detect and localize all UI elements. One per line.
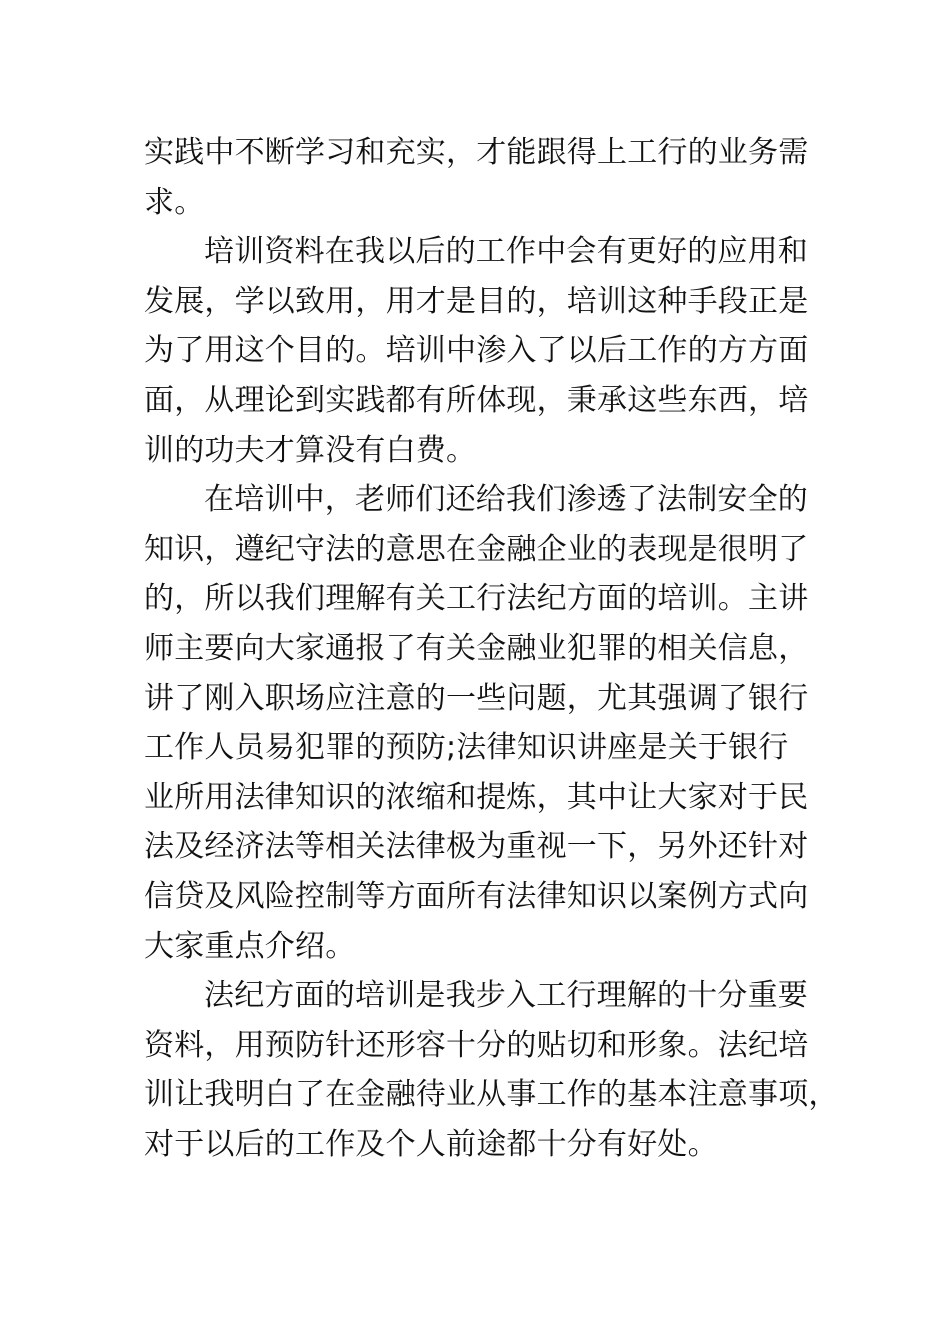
text-line: 信贷及风险控制等方面所有法律知识以案例方式向	[144, 878, 809, 914]
text-line: 知识，遵纪守法的意思在金融企业的表现是很明了	[144, 531, 809, 567]
body-text	[144, 128, 839, 1169]
text-line: 发展，学以致用，用才是目的，培训这种手段正是	[144, 283, 809, 319]
text-line: 训让我明白了在金融待业从事工作的基本注意事项，	[144, 1077, 839, 1113]
text-line: 讲了刚入职场应注意的一些问题，尤其强调了银行	[144, 680, 809, 716]
text-line: 实践中不断学习和充实，才能跟得上工行的业务需	[144, 135, 809, 170]
paragraph-start-line: 法纪方面的培训是我步入工行理解的十分重要	[204, 978, 808, 1014]
text-line: 训的功夫才算没有白费。	[144, 432, 477, 468]
paragraph-start-line: 培训资料在我以后的工作中会有更好的应用和	[204, 234, 808, 270]
text-line: 对于以后的工作及个人前途都十分有好处。	[144, 1126, 718, 1162]
text-line: 资料，用预防针还形容十分的贴切和形象。法纪培	[144, 1027, 809, 1063]
text-line: 的，所以我们理解有关工行法纪方面的培训。主讲	[144, 581, 809, 617]
text-line: 为了用这个目的。培训中渗入了以后工作的方方面	[144, 333, 809, 369]
text-line: 业所用法律知识的浓缩和提炼，其中让大家对于民	[144, 779, 809, 815]
text-line: 面，从理论到实践都有所体现，秉承这些东西，培	[144, 382, 809, 418]
text-line: 法及经济法等相关法律极为重视一下，另外还针对	[144, 829, 809, 865]
text-line: 工作人员易犯罪的预防;法律知识讲座是关于银行	[144, 730, 789, 766]
text-line: 大家重点介绍。	[144, 928, 356, 964]
text-line: 求。	[144, 184, 205, 220]
text-line: 师主要向大家通报了有关金融业犯罪的相关信息，	[144, 630, 809, 666]
paragraph-start-line: 在培训中，老师们还给我们渗透了法制安全的	[204, 482, 808, 518]
